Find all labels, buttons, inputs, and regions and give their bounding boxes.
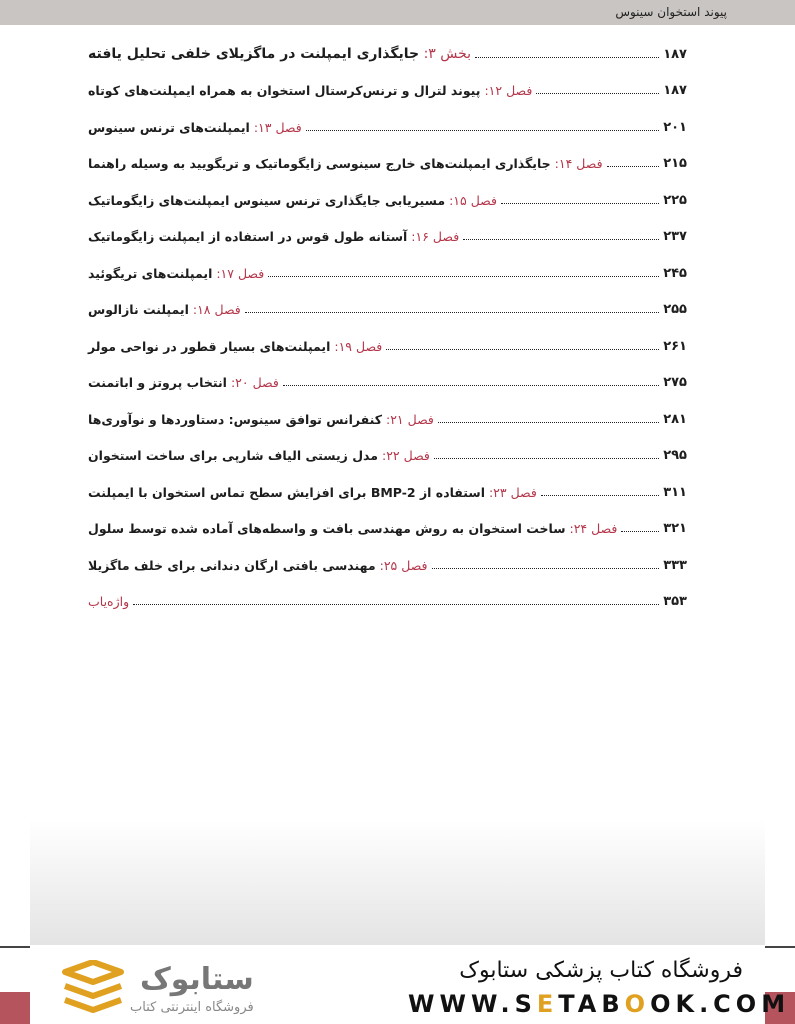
toc-page-number: ۲۶۱ xyxy=(663,339,687,354)
toc-leader-dots xyxy=(438,422,659,423)
toc-page-number: ۲۸۱ xyxy=(663,412,687,427)
toc-entry-title xyxy=(88,412,434,427)
toc-entry-number: فصل ۱۷: xyxy=(212,266,265,281)
toc-entry-text: ایمپلنت‌های بسیار قطور در نواحی مولر xyxy=(88,339,331,354)
toc-entry-title xyxy=(88,120,302,135)
toc-entry-text: جایگذاری ایمپلنت‌های خارج سینوسی زایگوماتیک و تریگویید به وسیله راهنما xyxy=(88,156,551,171)
toc-page-number: ۲۷۵ xyxy=(663,375,687,390)
toc-entry-text: جایگذاری ایمپلنت در ماگزیلای خلفی تحلیل یافته xyxy=(88,46,420,62)
toc-page-number: ۲۲۵ xyxy=(663,193,687,208)
toc-page-number: ۱۸۷ xyxy=(663,47,687,62)
toc-leader-dots xyxy=(432,568,660,569)
toc-page-number: ۲۵۵ xyxy=(663,302,687,317)
toc-chapter-row[interactable] xyxy=(88,441,687,463)
toc-leader-dots xyxy=(434,458,659,459)
toc-entry-number: فصل ۱۵: xyxy=(445,193,497,208)
toc-entry-number: فصل ۲۴: xyxy=(565,521,618,536)
toc-leader-dots xyxy=(268,276,659,277)
toc-chapter-row[interactable] xyxy=(88,222,687,244)
toc-leader-dots xyxy=(245,312,659,313)
toc-chapter-row[interactable] xyxy=(88,113,687,135)
toc-entry-text: پیوند لترال و ترنس‌کرستال استخوان به همراه ایمپلنت‌های کوتاه xyxy=(88,83,481,98)
book-stack-icon xyxy=(55,960,130,1018)
toc-entry-title xyxy=(88,193,497,208)
toc-entry-text: کنفرانس توافق سینوس: دستاوردها و نوآوری‌ها xyxy=(88,412,383,427)
toc-page-number: ۲۱۵ xyxy=(663,156,687,171)
toc-leader-dots xyxy=(536,93,659,94)
running-header: پیوند استخوان سینوس xyxy=(615,5,727,19)
toc-leader-dots xyxy=(621,531,659,532)
toc-entry-number: فصل ۲۰: xyxy=(226,375,279,390)
toc-entry-text: ایمپلنت نازالوس xyxy=(88,302,189,317)
toc-page-number: ۲۰۱ xyxy=(663,120,687,135)
toc-chapter-row[interactable] xyxy=(88,149,687,171)
toc-entry-text: ایمپلنت‌های ترنس سینوس xyxy=(88,120,250,135)
toc-chapter-row[interactable] xyxy=(88,332,687,354)
toc-entry-title xyxy=(88,229,459,244)
toc-leader-dots xyxy=(386,349,659,350)
toc-entry-number: فصل ۲۳: xyxy=(484,485,537,500)
toc-leader-dots xyxy=(501,203,659,204)
toc-page-number: ۳۵۳ xyxy=(663,594,687,609)
footer-accent-left xyxy=(0,992,30,1024)
toc-page-number: ۳۲۱ xyxy=(663,521,687,536)
toc-leader-dots xyxy=(133,604,659,605)
toc-entry-text: ساخت استخوان به روش مهندسی بافت و واسطه‌های آماده شده توسط سلول xyxy=(88,521,566,536)
toc-leader-dots xyxy=(607,166,660,167)
toc-entry-title xyxy=(88,83,532,98)
toc-chapter-row[interactable] xyxy=(88,259,687,281)
toc-entry-title xyxy=(88,339,382,354)
toc-entry-title xyxy=(88,448,430,463)
store-name: فروشگاه کتاب پزشکی ستابوک xyxy=(459,958,743,983)
toc-page-number: ۲۳۷ xyxy=(663,229,687,244)
toc-chapter-row[interactable] xyxy=(88,405,687,427)
toc-entry-title xyxy=(88,156,603,171)
toc-section-row[interactable] xyxy=(88,40,687,62)
toc-entry-title xyxy=(88,485,537,500)
toc-page-number: ۲۴۵ xyxy=(663,266,687,281)
logo-subtitle: فروشگاه اینترنتی کتاب xyxy=(130,1000,254,1015)
toc-entry-number: فصل ۲۵: xyxy=(375,558,428,573)
toc-entry-title xyxy=(88,266,264,281)
page-fade xyxy=(30,820,765,945)
divider-left xyxy=(0,946,30,948)
toc-entry-text: مدل زیستی الیاف شارپی برای ساخت استخوان xyxy=(88,448,379,463)
toc-entry-text: مسیریابی جایگذاری ترنس سینوس ایمپلنت‌های زایگوماتیک xyxy=(88,193,446,208)
toc-chapter-row[interactable] xyxy=(88,587,687,609)
toc-chapter-row[interactable] xyxy=(88,76,687,98)
toc-chapter-row[interactable] xyxy=(88,186,687,208)
toc-chapter-row[interactable] xyxy=(88,478,687,500)
store-url[interactable]: WWW.SETABOOK.COM xyxy=(408,990,791,1018)
toc-entry-title xyxy=(88,46,471,62)
toc-chapter-row[interactable] xyxy=(88,514,687,536)
toc-leader-dots xyxy=(463,239,659,240)
toc-entry-number: فصل ۱۶: xyxy=(407,229,460,244)
toc-entry-title xyxy=(88,302,241,317)
toc-entry-text: آستانه طول قوس در استفاده از ایمپلنت زایگوماتیک xyxy=(88,229,408,244)
toc-entry-title xyxy=(88,375,279,390)
toc-entry-number: فصل ۱۲: xyxy=(480,83,533,98)
toc-entry-text: مهندسی بافتی ارگان دندانی برای خلف ماگزیلا xyxy=(88,558,376,573)
toc-entry-number: فصل ۱۹: xyxy=(330,339,383,354)
toc-page-number: ۱۸۷ xyxy=(663,83,687,98)
toc-entry-text: استفاده از BMP-2 برای افزایش سطح تماس استخوان با ایمپلنت xyxy=(88,485,485,500)
toc-page-number: ۲۹۵ xyxy=(663,448,687,463)
toc-leader-dots xyxy=(475,57,659,58)
toc-entry-number: بخش ۳: xyxy=(419,46,472,62)
divider-right xyxy=(765,946,795,948)
toc-entry-number: فصل ۱۴: xyxy=(550,156,603,171)
toc-entry-number: واژه‌یاب xyxy=(88,594,130,609)
toc-page-number: ۳۳۳ xyxy=(663,558,687,573)
header-bar xyxy=(0,0,795,25)
toc-entry-title xyxy=(88,521,617,536)
toc-leader-dots xyxy=(306,130,659,131)
toc-entry-title xyxy=(88,558,428,573)
toc-page-number: ۳۱۱ xyxy=(663,485,687,500)
toc-entry-text: انتخاب پروتز و اباتمنت xyxy=(88,375,227,390)
toc-entry-number: فصل ۲۱: xyxy=(382,412,434,427)
toc-chapter-row[interactable] xyxy=(88,551,687,573)
toc-entry-number: فصل ۲۲: xyxy=(378,448,430,463)
toc-leader-dots xyxy=(283,385,659,386)
toc-entry-number: فصل ۱۳: xyxy=(249,120,302,135)
logo-brand-text: ستابوک xyxy=(140,962,254,997)
toc-leader-dots xyxy=(541,495,659,496)
toc-chapter-row[interactable] xyxy=(88,368,687,390)
toc-chapter-row[interactable] xyxy=(88,295,687,317)
toc-entry-text: ایمپلنت‌های تریگوئید xyxy=(88,266,213,281)
toc-entry-number: فصل ۱۸: xyxy=(188,302,241,317)
toc-entry-title xyxy=(88,594,129,609)
store-logo xyxy=(55,960,315,1020)
